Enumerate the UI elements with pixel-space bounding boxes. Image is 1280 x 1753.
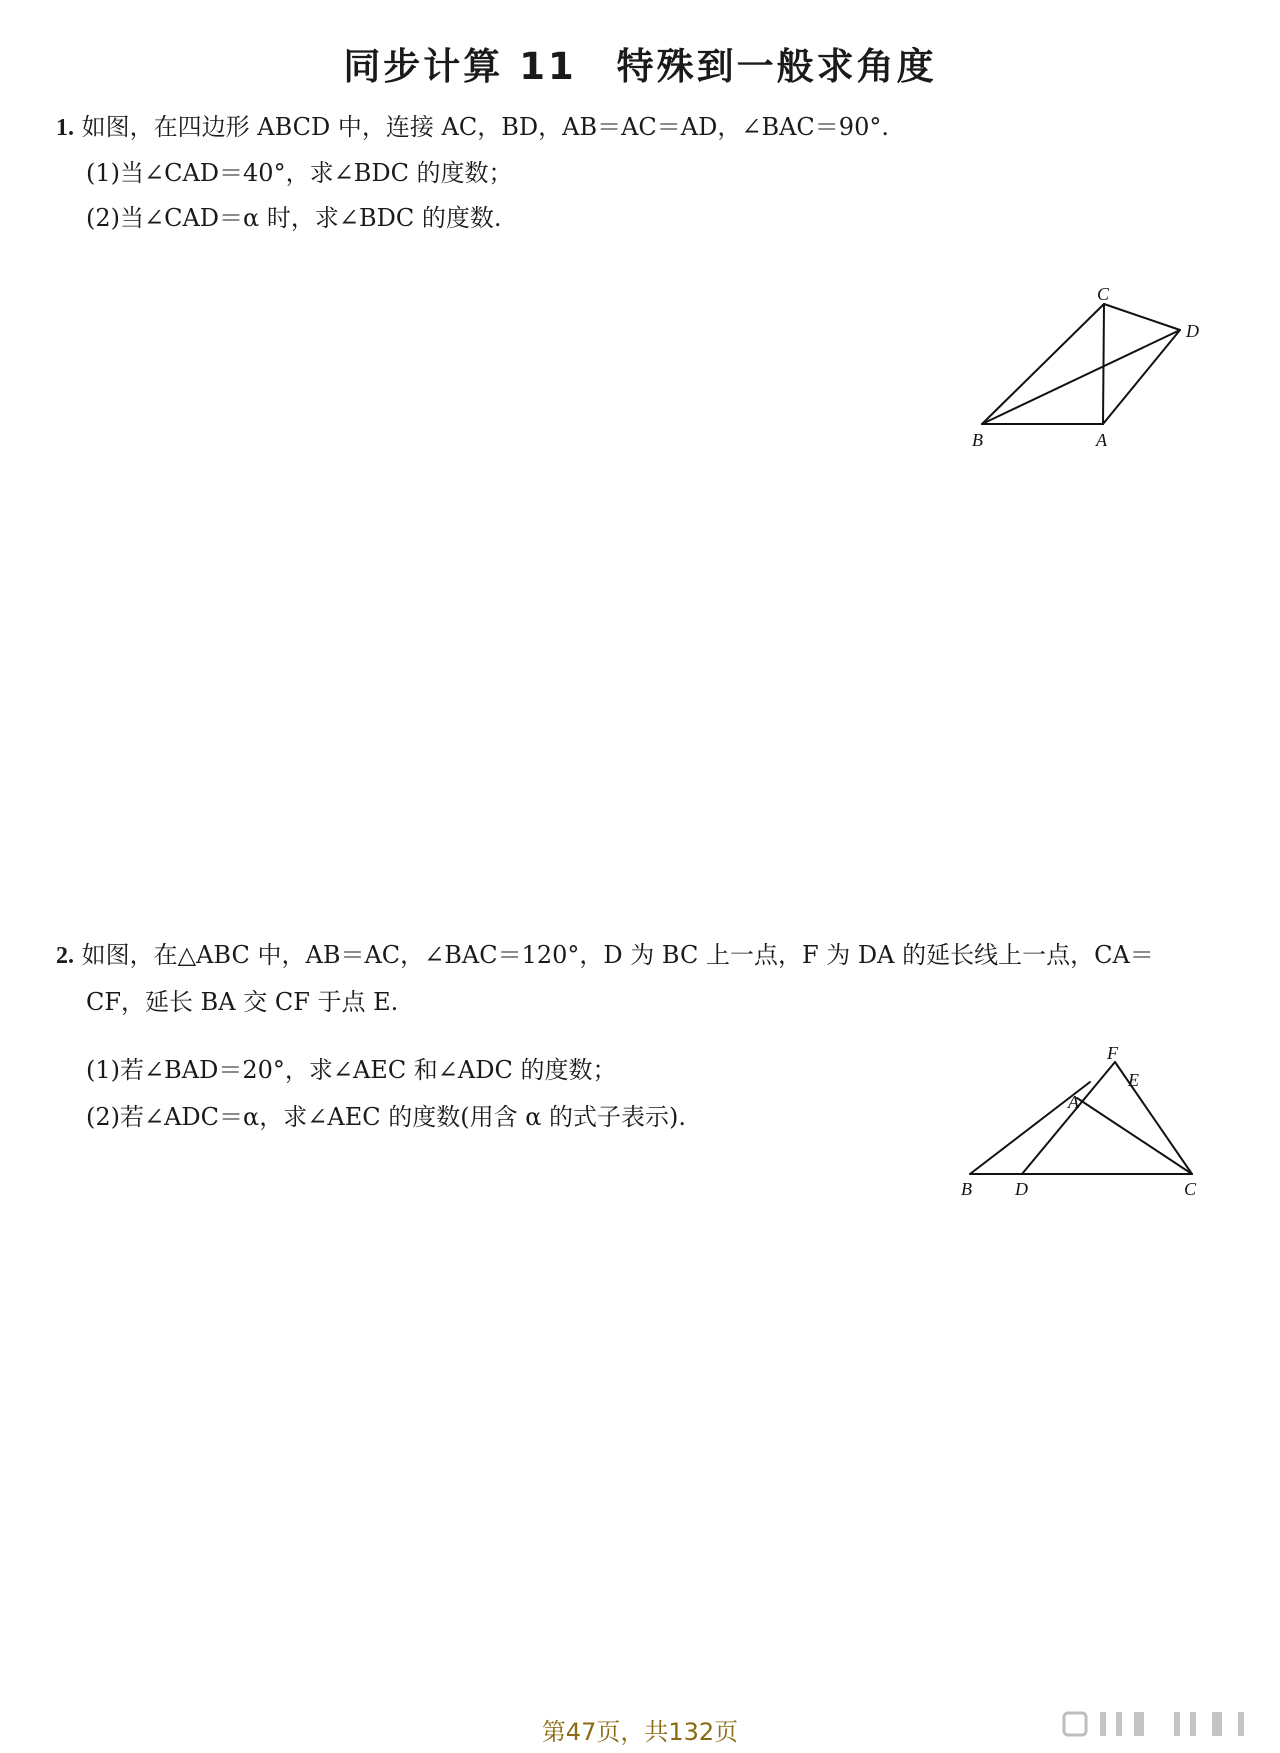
label-a: A <box>1068 1092 1079 1112</box>
segment-ac <box>1103 304 1104 424</box>
problem-2-figure <box>955 1043 1215 1200</box>
segment-ac <box>1077 1098 1192 1174</box>
segment-df <box>1022 1062 1115 1174</box>
label-d: D <box>1015 1179 1028 1199</box>
segment-ad <box>1103 330 1180 424</box>
problem-2-part-2: (2)若∠ADC＝α，求∠AEC 的度数(用含 α 的式子表示). <box>86 1103 687 1131</box>
label-c: C <box>1184 1179 1197 1199</box>
problem-2-stem-line-1: 如图，在△ABC 中，AB＝AC，∠BAC＝120°，D 为 BC 上一点，F 为 DA 的延长线上一点，CA＝ <box>81 941 1154 969</box>
problem-1-number: 1. <box>56 115 74 141</box>
problem-1-figure <box>960 280 1220 460</box>
segment-bd <box>982 330 1180 424</box>
segment-bc <box>982 304 1104 424</box>
label-a: A <box>1096 430 1107 450</box>
label-f: F <box>1107 1043 1118 1063</box>
bar-icon <box>1190 1712 1196 1736</box>
problem-2-number: 2. <box>56 943 74 969</box>
bar-icon <box>1174 1712 1180 1736</box>
problem-1-stem-line <box>56 112 889 143</box>
problem-1-part-2: (2)当∠CAD＝α 时，求∠BDC 的度数. <box>86 204 502 232</box>
label-b: B <box>961 1179 972 1199</box>
problem-2-stem-line-2: CF，延长 BA 交 CF 于点 E. <box>86 988 399 1016</box>
toolbar <box>1062 1710 1262 1740</box>
page-counter: 第47页，共132页 <box>541 1718 739 1746</box>
bar-icon <box>1134 1712 1144 1736</box>
checkbox-icon[interactable] <box>1064 1713 1086 1735</box>
segment-cd <box>1104 304 1180 330</box>
problem-2-part-1: (1)若∠BAD＝20°，求∠AEC 和∠ADC 的度数； <box>86 1056 617 1084</box>
label-d: D <box>1186 321 1199 341</box>
label-c: C <box>1097 284 1110 304</box>
bar-icon <box>1116 1712 1122 1736</box>
bar-icon <box>1238 1712 1244 1736</box>
problem-1-stem: 如图，在四边形 ABCD 中，连接 AC，BD，AB＝AC＝AD，∠BAC＝90°. <box>81 113 889 141</box>
label-e: E <box>1128 1070 1139 1090</box>
segment-fc <box>1115 1062 1192 1174</box>
page-title: 同步计算 11 特殊到一般求角度 <box>343 45 937 88</box>
label-b: B <box>972 430 983 450</box>
problem-1-part-1: (1)当∠CAD＝40°，求∠BDC 的度数； <box>86 159 513 187</box>
problem-2-stem-line <box>56 940 1154 971</box>
bar-icon <box>1212 1712 1222 1736</box>
bar-icon <box>1100 1712 1106 1736</box>
